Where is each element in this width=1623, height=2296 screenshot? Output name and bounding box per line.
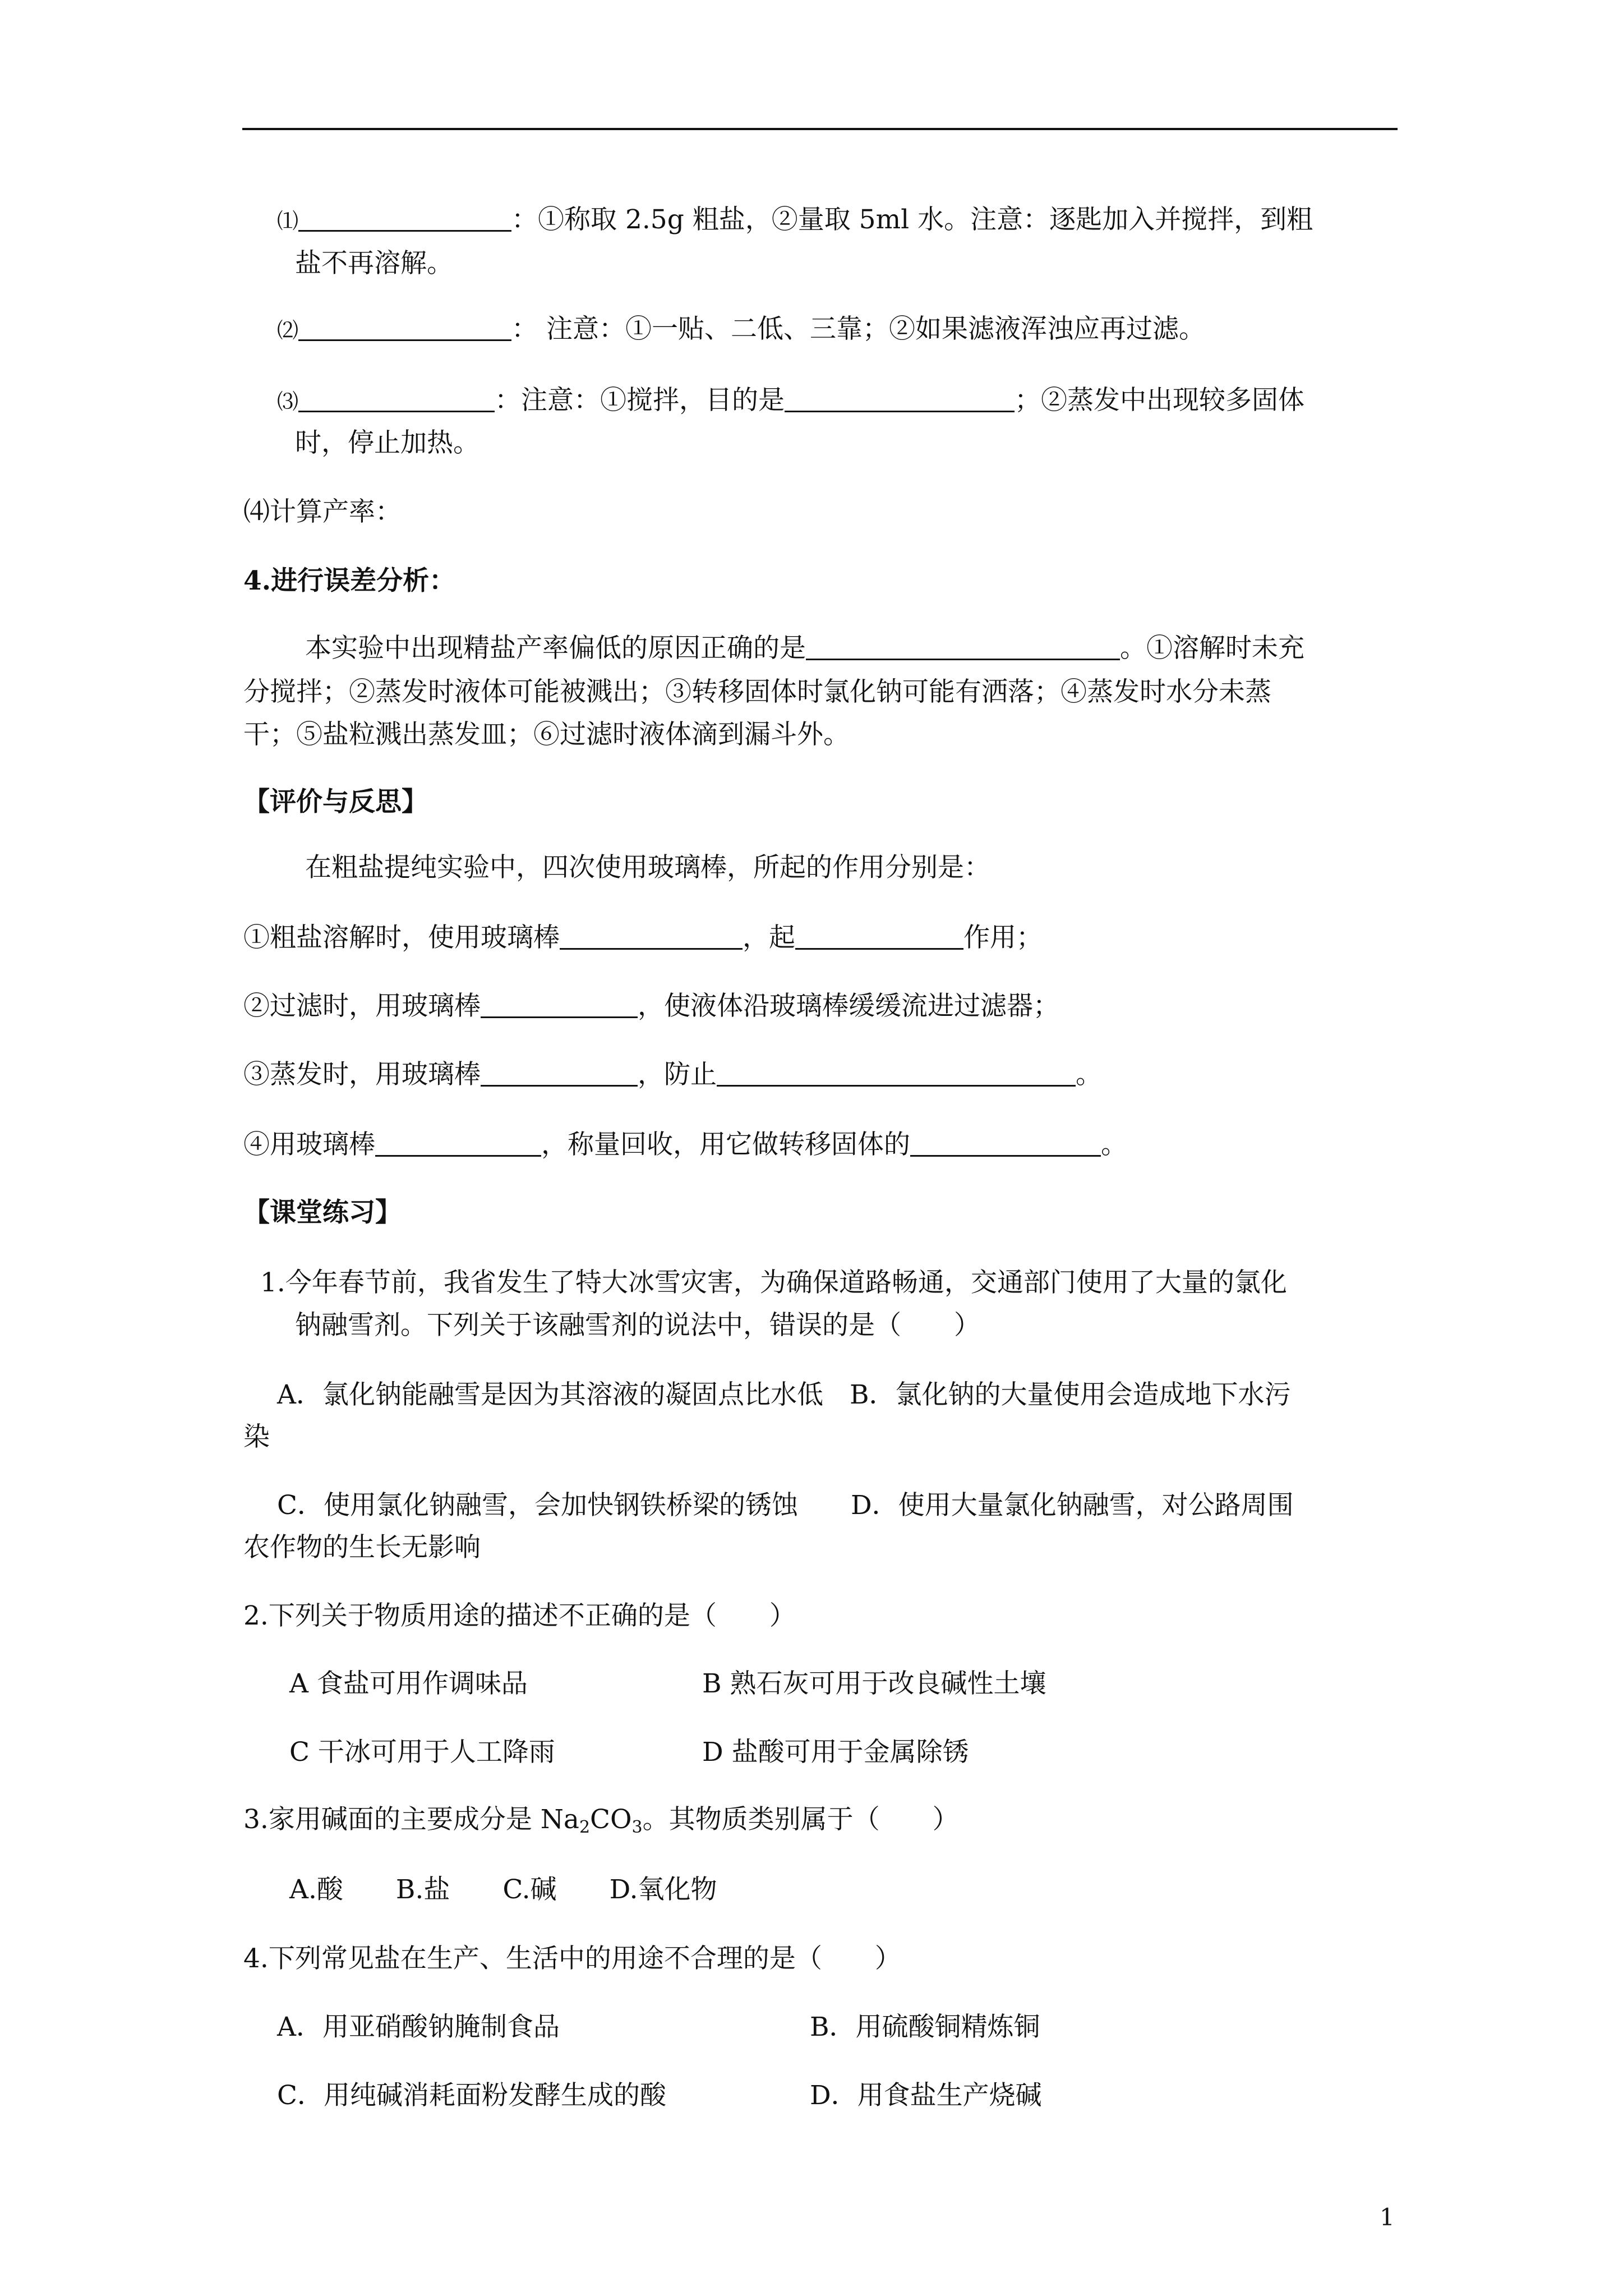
q3-subscript-1: 2 — [579, 1818, 591, 1837]
q4-option-d: D．用食盐生产烧碱 — [810, 2080, 1042, 2111]
q1-options-ab-line-2: 染 — [243, 1421, 270, 1452]
step-3-text-tail: ；②蒸发中出现较多固体 — [1015, 385, 1305, 416]
error-analysis-heading: 4.进行误差分析： — [243, 565, 456, 596]
q4-option-a: A．用亚硝酸钠腌制食品 — [277, 2012, 560, 2042]
step-3-text-mid: ：注意：①搅拌，目的是 — [495, 385, 785, 416]
step-2-text: ： 注意：①一贴、二低、三靠；②如果滤液浑浊应再过滤。 — [511, 314, 1205, 344]
step-3-blank-2[interactable] — [785, 388, 1015, 412]
error-analysis-text-b: 。①溶解时未充 — [1120, 633, 1304, 664]
reflection-4-blank-1[interactable] — [375, 1133, 541, 1157]
practice-heading: 【课堂练习】 — [243, 1197, 402, 1228]
error-analysis-blank[interactable] — [806, 636, 1120, 660]
page-number: 1 — [1380, 2203, 1395, 2231]
step-1-line — [277, 206, 1313, 233]
q1-stem-line-2: 钠融雪剂。下列关于该融雪剂的说法中，错误的是（ ） — [295, 1310, 980, 1341]
reflection-3-text-a: ③蒸发时，用玻璃棒 — [243, 1059, 481, 1090]
reflection-3-blank-2[interactable] — [717, 1062, 1076, 1087]
header-rule — [242, 128, 1398, 130]
step-1-number: ⑴ — [277, 209, 299, 233]
step-3-number: ⑶ — [277, 389, 299, 414]
error-analysis-text-a: 本实验中出现精盐产率偏低的原因正确的是 — [305, 633, 806, 664]
q1-stem-line-1: 1.今年春节前，我省发生了特大冰雪灾害，为确保道路畅通，交通部门使用了大量的氯化 — [260, 1267, 1287, 1298]
reflection-item-1 — [243, 924, 1043, 951]
reflection-3-blank-1[interactable] — [481, 1062, 638, 1087]
reflection-4-text-a: ④用玻璃棒 — [243, 1129, 375, 1160]
q3-stem-a: 3.家用碱面的主要成分是 Na — [243, 1804, 579, 1835]
q2-option-c: C 干冰可用于人工降雨 — [289, 1737, 555, 1768]
step-3-continuation: 时，停止加热。 — [295, 427, 479, 458]
error-analysis-line-2: 分搅拌；②蒸发时液体可能被溅出；③转移固体时氯化钠可能有洒落；④蒸发时水分未蒸 — [243, 677, 1271, 707]
q3-subscript-2: 3 — [631, 1818, 643, 1837]
error-analysis-line-1 — [305, 633, 1304, 664]
step-2-number: ⑵ — [277, 318, 299, 343]
error-analysis-line-3: 干；⑤盐粒溅出蒸发皿；⑥过滤时液体滴到漏斗外。 — [243, 719, 850, 750]
q3-stem-c: 。其物质类别属于（ ） — [642, 1804, 959, 1835]
reflection-1-text-b: ，起 — [743, 922, 795, 953]
q1-options-cd-line-2: 农作物的生长无影响 — [243, 1532, 481, 1563]
reflection-4-text-c: 。 — [1101, 1129, 1127, 1160]
q2-option-b: B 熟石灰可用于改良碱性土壤 — [702, 1668, 1046, 1699]
step-2-blank[interactable] — [298, 317, 511, 341]
step-1-text: ：①称取 2.5g 粗盐，②量取 5ml 水。注意：逐匙加入并搅拌，到粗 — [511, 204, 1313, 235]
reflection-2-text-a: ②过滤时，用玻璃棒 — [243, 991, 481, 1022]
step-1-continuation: 盐不再溶解。 — [295, 248, 453, 279]
reflection-1-text-a: ①粗盐溶解时，使用玻璃棒 — [243, 922, 560, 953]
reflection-2-text-b: ，使液体沿玻璃棒缓缓流进过滤器； — [638, 991, 1059, 1022]
step-1-blank[interactable] — [298, 208, 511, 232]
reflection-4-blank-2[interactable] — [910, 1133, 1101, 1157]
q2-option-d: D 盐酸可用于金属除锈 — [702, 1737, 969, 1768]
reflection-1-blank-2[interactable] — [795, 926, 963, 950]
reflection-intro: 在粗盐提纯实验中，四次使用玻璃棒，所起的作用分别是： — [305, 852, 990, 883]
reflection-1-blank-1[interactable] — [560, 926, 743, 950]
q1-options-ab-line-1: A．氯化钠能融雪是因为其溶液的凝固点比水低 B．氯化钠的大量使用会造成地下水污 — [277, 1379, 1291, 1410]
reflection-item-2 — [243, 991, 1059, 1022]
q4-stem: 4.下列常见盐在生产、生活中的用途不合理的是（ ） — [243, 1943, 901, 1974]
step-4-line: ⑷计算产率： — [243, 496, 402, 527]
reflection-item-3 — [243, 1061, 1102, 1088]
reflection-3-text-b: ，防止 — [638, 1059, 717, 1090]
q1-options-cd-line-1: C．使用氯化钠融雪，会加快钢铁桥梁的锈蚀 D．使用大量氯化钠融雪，对公路周围 — [277, 1490, 1294, 1521]
q4-option-c: C．用纯碱消耗面粉发酵生成的酸 — [277, 2080, 666, 2111]
q3-stem — [243, 1804, 959, 1837]
q2-stem: 2.下列关于物质用途的描述不正确的是（ ） — [243, 1600, 796, 1631]
reflection-3-text-c: 。 — [1076, 1059, 1102, 1090]
q4-option-b: B．用硫酸铜精炼铜 — [810, 2012, 1040, 2042]
q3-stem-b: CO — [590, 1804, 632, 1835]
q3-options: A.酸 B.盐 C.碱 D.氧化物 — [289, 1874, 717, 1905]
reflection-1-text-c: 作用； — [963, 922, 1043, 953]
step-3-blank-1[interactable] — [298, 388, 495, 412]
reflection-4-text-b: ，称量回收，用它做转移固体的 — [541, 1129, 910, 1160]
reflection-item-4 — [243, 1131, 1127, 1158]
step-3-line — [277, 385, 1305, 416]
step-2-line — [277, 316, 1205, 342]
q2-option-a: A 食盐可用作调味品 — [289, 1668, 528, 1699]
reflection-heading: 【评价与反思】 — [243, 786, 428, 817]
reflection-2-blank[interactable] — [481, 994, 638, 1018]
